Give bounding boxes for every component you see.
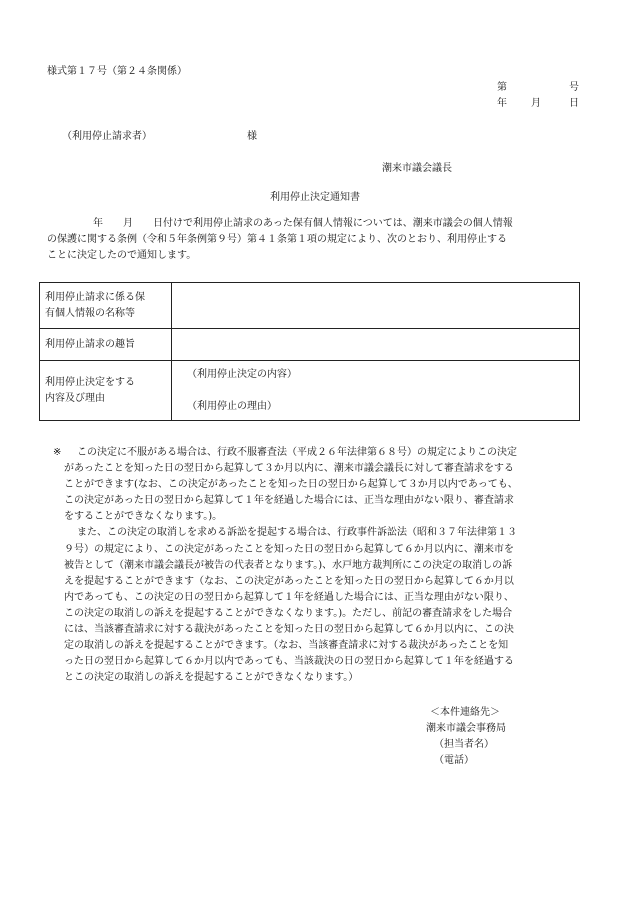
contact-block [426,705,506,769]
intro-line: の保護に関する条例（令和５年条例第９号）第４１条第１項の規定により、次のとおり、利用停止する [47,234,507,245]
decision-reason-label: （利用停止の理由） [187,401,277,412]
contact-office: 潮来市議会事務局 [426,723,506,734]
note-mark: ※ [53,447,62,458]
contact-heading: ＜本件連絡先＞ [430,707,500,718]
intro-line: 年 月 日付けで利用停止請求のあった保有個人情報については、潮来市議会の個人情報 [93,218,513,229]
note-paragraph-appeal [64,445,580,525]
table-row [40,361,580,421]
note-line: この決定があった日の翌日から起算して１年を経過した場合には、正当な理由がない限り、審査請求 [64,495,514,507]
doc-number-suffix: 号 [569,82,579,93]
note-line: った日の翌日から起算して６か月以内であっても、当該裁決の日の翌日から起算して１年を経過する [64,656,514,668]
table-value-cell [172,283,580,329]
table-label-cell [40,361,172,421]
contact-phone: （電話） [434,755,474,766]
label-line: 利用停止請求に係る保 [45,291,145,303]
note-line: 被告として（潮来市議会議長が被告の代表者となります。)、水戸地方裁判所にこの決定の取消しの訴 [64,559,513,571]
table-value-cell [172,361,580,421]
note-line: 内であっても、この決定の日の翌日から起算して１年を経過した場合には、正当な理由がない限り、 [64,591,514,603]
note-line: また、この決定の取消しを求める訴訟を提起する場合は、行政事件訴訟法（昭和３７年法律第１３ [77,527,517,539]
notes-section [53,445,580,686]
table-label-cell [40,329,172,361]
recipient [62,131,257,143]
decision-content-label: （利用停止決定の内容） [187,369,297,380]
label-line: 有個人情報の名称等 [45,307,135,319]
sender: 潮来市議会議長 [382,163,452,174]
note-line: をすることができなくなります。)。 [64,511,223,523]
info-table [39,282,580,421]
date-year: 年 [497,98,507,109]
doc-number-prefix: 第 [497,82,507,93]
label-line: 利用停止決定をする [45,376,135,388]
note-line: とこの決定の取消しの訴えを提起することができなくなります。） [64,672,359,684]
notes-body [64,445,580,686]
label-line: 内容及び理由 [45,392,105,404]
contact-person: （担当者名） [434,739,494,750]
note-line: があったことを知った日の翌日から起算して３か月以内に、潮来市議会議長に対して審査請求をする [64,463,514,475]
table-label-cell [40,283,172,329]
note-paragraph-lawsuit [64,525,580,686]
table-row [40,329,580,361]
intro-line: ことに決定したので通知します。 [47,250,197,261]
note-line: には、当該審査請求に対する裁決があったことを知った日の翌日から起算して６か月以内に、この決 [64,624,514,636]
recipient-honorific: 様 [247,131,257,142]
label-line: 利用停止請求の趣旨 [45,338,135,350]
note-line: この決定の取消しの訴えを提起することができなくなります。)。ただし、前記の審査請求をした場合 [64,607,513,619]
date-month: 月 [531,98,541,109]
note-line: 定の取消しの訴えを提起することができます。（なお、当該審査請求に対する裁決があったことを知 [64,640,509,652]
note-line: この決定に不服がある場合は、行政不服審査法（平成２６年法律第６８号）の規定によりこの決定 [77,447,517,458]
form-number: 様式第１７号（第２４条関係） [47,66,187,77]
document-title: 利用停止決定通知書 [270,192,360,203]
note-line: ９号）の規定により、この決定があったことを知った日の翌日から起算して６か月以内に、潮来市を [64,543,514,555]
note-line: えを提起することができます（なお、この決定があったことを知った日の翌日から起算して６か月以 [64,575,514,587]
note-line: ことができます(なお、この決定があったことを知った日の翌日から起算して３か月以内であっても、 [64,479,518,491]
date-day: 日 [569,98,579,109]
recipient-label: （利用停止請求者） [62,131,152,142]
table-row [40,283,580,329]
intro-paragraph [47,216,580,264]
table-value-cell [172,329,580,361]
